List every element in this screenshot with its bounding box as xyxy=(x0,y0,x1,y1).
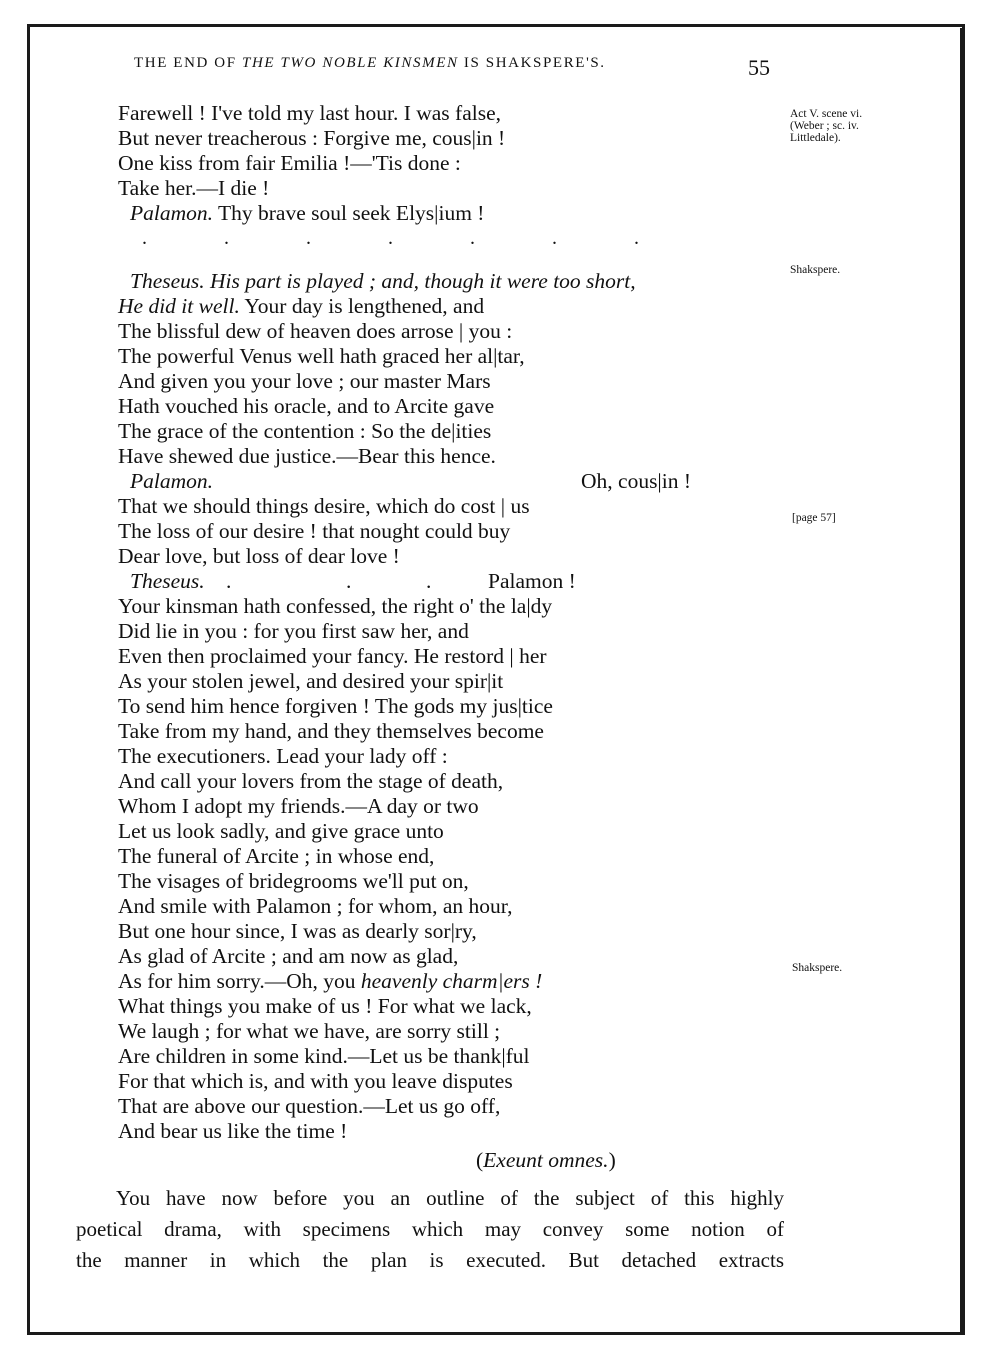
verse-line: Take her.—I die ! xyxy=(118,176,270,200)
margin-note-shakspere-2: Shakspere. xyxy=(792,962,843,974)
verse-line: Whom I adopt my friends.—A day or two xyxy=(118,794,479,818)
verse-line: Did lie in you : for you first saw her, and xyxy=(118,619,469,643)
verse-line: That we should things desire, which do cost | us xyxy=(118,494,530,518)
verse-line: And call your lovers from the stage of death, xyxy=(118,769,504,793)
header-text-2: IS SHAKSPERE'S. xyxy=(463,55,606,71)
verse-line: The blissful dew of heaven does arrose | you : xyxy=(118,319,513,343)
verse-line: That are above our question.—Let us go off, xyxy=(118,1094,501,1118)
verse-line: Your kinsman hath confessed, the right o' the la|dy xyxy=(118,594,553,618)
stage-direction: (Exeunt omnes.) xyxy=(476,1148,616,1172)
verse-line: As glad of Arcite ; and am now as glad, xyxy=(118,944,459,968)
verse-line: Hath vouched his oracle, and to Arcite gave xyxy=(118,394,495,418)
verse-line: And smile with Palamon ; for whom, an hour, xyxy=(118,894,513,918)
verse-line: And given you your love ; our master Mars xyxy=(118,369,491,393)
verse-passage xyxy=(118,101,818,1173)
verse-line: Have shewed due justice.—Bear this hence. xyxy=(118,444,496,468)
prose-line: the manner in which the plan is executed. But detached extracts xyxy=(76,1248,784,1272)
speech-text: As for him sorry.—Oh, you xyxy=(118,969,356,993)
ellipsis-dot: . xyxy=(388,227,393,249)
speaker-name: Palamon. xyxy=(130,201,214,225)
verse-line: The loss of our desire ! that nought could buy xyxy=(118,519,511,543)
speech-text-italic: He did it well. xyxy=(118,294,240,318)
verse-line: And bear us like the time ! xyxy=(118,1119,348,1143)
ellipsis-dot: . xyxy=(552,227,557,249)
verse-line: Are children in some kind.—Let us be thank|ful xyxy=(118,1044,530,1068)
prose-paragraph xyxy=(76,1183,784,1276)
verse-line xyxy=(118,969,818,994)
verse-line: As your stolen jewel, and desired your spir|it xyxy=(118,669,504,693)
verse-line: The powerful Venus well hath graced her al|tar, xyxy=(118,344,525,368)
running-header xyxy=(134,55,606,72)
speech-text: Your day is lengthened, and xyxy=(244,294,485,318)
ellipsis-dot: . xyxy=(634,227,639,249)
header-title-italic: THE TWO NOBLE KINSMEN xyxy=(242,55,459,71)
verse-line: The funeral of Arcite ; in whose end, xyxy=(118,844,435,868)
ellipsis-row xyxy=(118,226,818,251)
verse-line: Even then proclaimed your fancy. He restord | her xyxy=(118,644,547,668)
ellipsis-dot: . xyxy=(226,569,232,593)
verse-line: The executioners. Lead your lady off : xyxy=(118,744,448,768)
speech-text-italic: His part is played ; and, though it were too short, xyxy=(210,269,636,293)
verse-line: The grace of the contention : So the de|ities xyxy=(118,419,492,443)
verse-line: Farewell ! I've told my last hour. I was false, xyxy=(118,101,502,125)
verse-line: We laugh ; for what we have, are sorry still ; xyxy=(118,1019,501,1043)
ellipsis-dot: . xyxy=(306,227,311,249)
verse-line: For that which is, and with you leave disputes xyxy=(118,1069,513,1093)
header-text-1: THE END OF xyxy=(134,55,237,71)
margin-note-shakspere-1: Shakspere. xyxy=(790,264,841,276)
margin-note-page-57: [page 57] xyxy=(792,512,836,524)
speaker-name: Theseus. xyxy=(130,269,205,293)
speech-text: Thy brave soul seek Elys|ium ! xyxy=(218,201,485,225)
verse-line: One kiss from fair Emilia !—'Tis done : xyxy=(118,151,461,175)
prose-line: You have now before you an outline of the subject of this highly xyxy=(116,1186,784,1210)
verse-line xyxy=(118,569,818,594)
prose-line: poetical drama, with specimens which may convey some notion of xyxy=(76,1217,784,1241)
stanza-gap xyxy=(118,251,818,269)
verse-line: But never treacherous : Forgive me, cous|in ! xyxy=(118,126,506,150)
verse-line: What things you make of us ! For what we lack, xyxy=(118,994,532,1018)
margin-note-act-line: Act V. scene vi. xyxy=(790,108,863,120)
verse-line: Take from my hand, and they themselves become xyxy=(118,719,544,743)
verse-line: To send him hence forgiven ! The gods my jus|tice xyxy=(118,694,553,718)
verse-line: But one hour since, I was as dearly sor|ry, xyxy=(118,919,477,943)
speech-text: Oh, cous|in ! xyxy=(581,469,691,493)
stage-direction-text: Exeunt omnes. xyxy=(483,1148,609,1172)
margin-note-littledale-line: Littledale). xyxy=(790,132,841,144)
margin-note-weber-line: (Weber ; sc. iv. xyxy=(790,120,859,132)
verse-line xyxy=(118,294,818,319)
verse-line xyxy=(118,269,818,294)
ellipsis-dot: . xyxy=(346,569,352,593)
verse-line: Dear love, but loss of dear love ! xyxy=(118,544,400,568)
ellipsis-dot: . xyxy=(426,569,432,593)
verse-line: The visages of bridegrooms we'll put on, xyxy=(118,869,469,893)
speaker-name: Theseus. xyxy=(130,569,205,593)
ellipsis-dot: . xyxy=(142,227,147,249)
speech-text: Palamon ! xyxy=(488,569,576,593)
verse-line xyxy=(118,469,818,494)
speaker-name: Palamon. xyxy=(130,469,214,493)
verse-line: Let us look sadly, and give grace unto xyxy=(118,819,444,843)
verse-line xyxy=(118,201,818,226)
ellipsis-dot: . xyxy=(470,227,475,249)
ellipsis-dot: . xyxy=(224,227,229,249)
page-number: 55 xyxy=(748,55,770,80)
speech-text-italic: heavenly charm|ers ! xyxy=(360,969,543,993)
